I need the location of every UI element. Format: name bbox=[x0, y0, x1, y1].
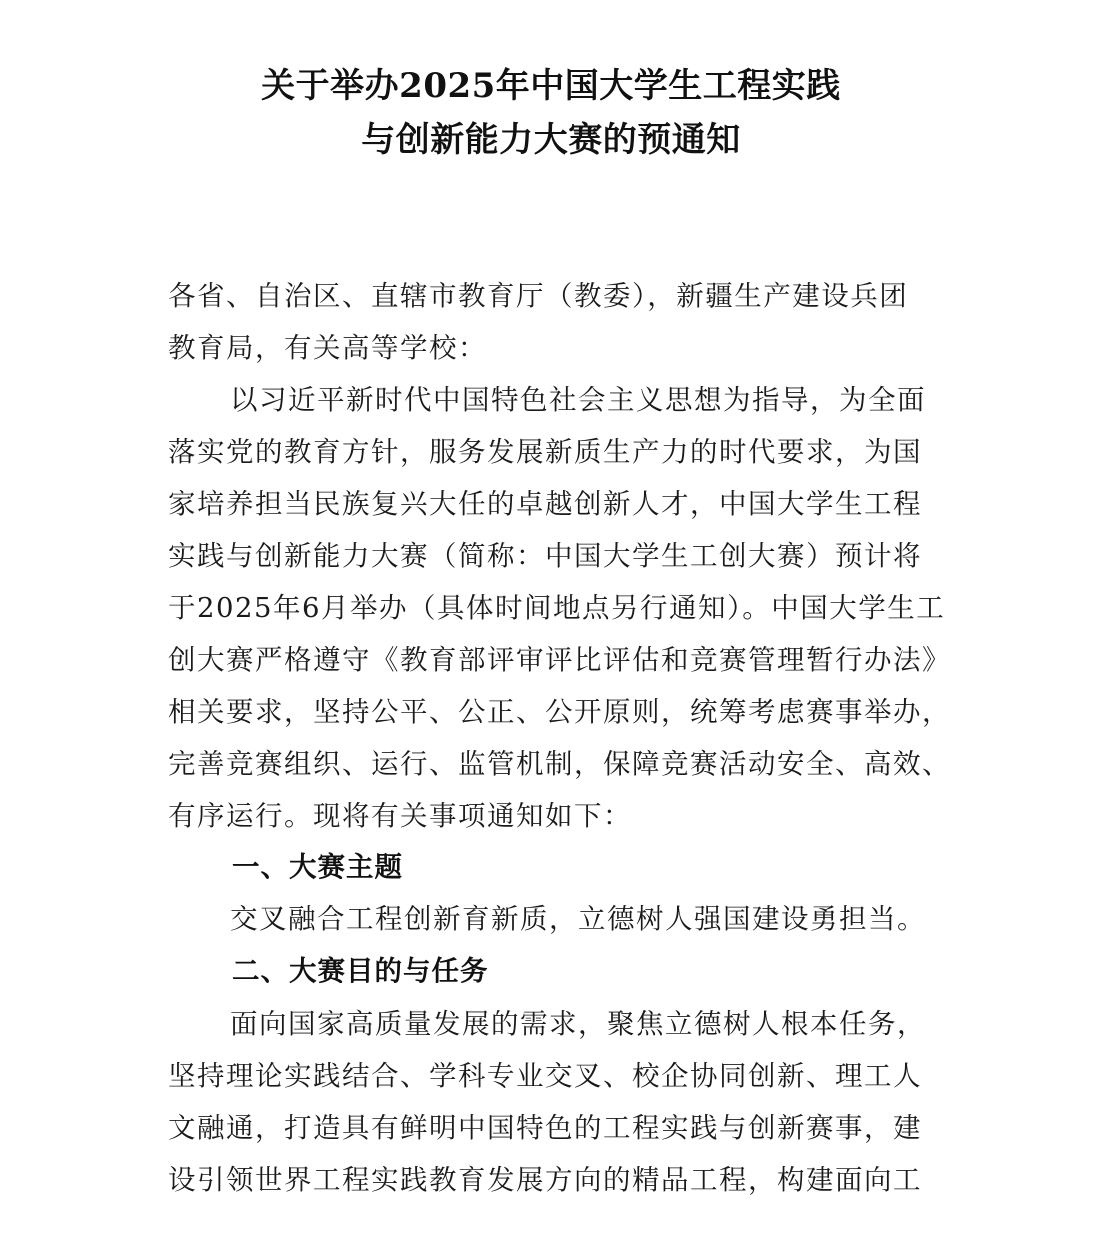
body-paragraph-line: 面向国家高质量发展的需求，聚焦立德树人根本任务， bbox=[230, 1008, 926, 1040]
body-paragraph-line: 相关要求，坚持公平、公正、公开原则，统筹考虑赛事举办， bbox=[168, 696, 951, 728]
body-paragraph-line: 实践与创新能力大赛（简称：中国大学生工创大赛）预计将 bbox=[168, 540, 922, 572]
body-paragraph-line: 创大赛严格遵守《教育部评审评比评估和竞赛管理暂行办法》 bbox=[168, 644, 951, 676]
theme-text-line: 交叉融合工程创新育新质，立德树人强国建设勇担当。 bbox=[230, 903, 926, 935]
body-paragraph-line: 家培养担当民族复兴大任的卓越创新人才，中国大学生工程 bbox=[168, 488, 922, 520]
section-heading-purpose: 二、大赛目的与任务 bbox=[232, 955, 489, 987]
document-title-line-2: 与创新能力大赛的预通知 bbox=[361, 120, 741, 160]
body-paragraph-line: 有序运行。现将有关事项通知如下： bbox=[168, 800, 632, 832]
addressee-line: 教育局，有关高等学校： bbox=[168, 332, 487, 364]
body-paragraph-line: 以习近平新时代中国特色社会主义思想为指导，为全面 bbox=[230, 384, 926, 416]
body-paragraph-line: 落实党的教育方针，服务发展新质生产力的时代要求，为国 bbox=[168, 436, 922, 468]
body-paragraph-line: 完善竞赛组织、运行、监管机制，保障竞赛活动安全、高效、 bbox=[168, 748, 951, 780]
addressee-line: 各省、自治区、直辖市教育厅（教委），新疆生产建设兵团 bbox=[168, 280, 909, 312]
body-paragraph-line: 设引领世界工程实践教育发展方向的精品工程，构建面向工 bbox=[168, 1164, 922, 1196]
body-paragraph-line: 文融通，打造具有鲜明中国特色的工程实践与创新赛事，建 bbox=[168, 1112, 922, 1144]
body-paragraph-line: 于2025年6月举办（具体时间地点另行通知）。中国大学生工 bbox=[168, 592, 946, 624]
body-paragraph-line: 坚持理论实践结合、学科专业交叉、校企协同创新、理工人 bbox=[168, 1060, 922, 1092]
document-title-line-1: 关于举办2025年中国大学生工程实践 bbox=[261, 66, 841, 106]
section-heading-theme: 一、大赛主题 bbox=[232, 851, 403, 883]
